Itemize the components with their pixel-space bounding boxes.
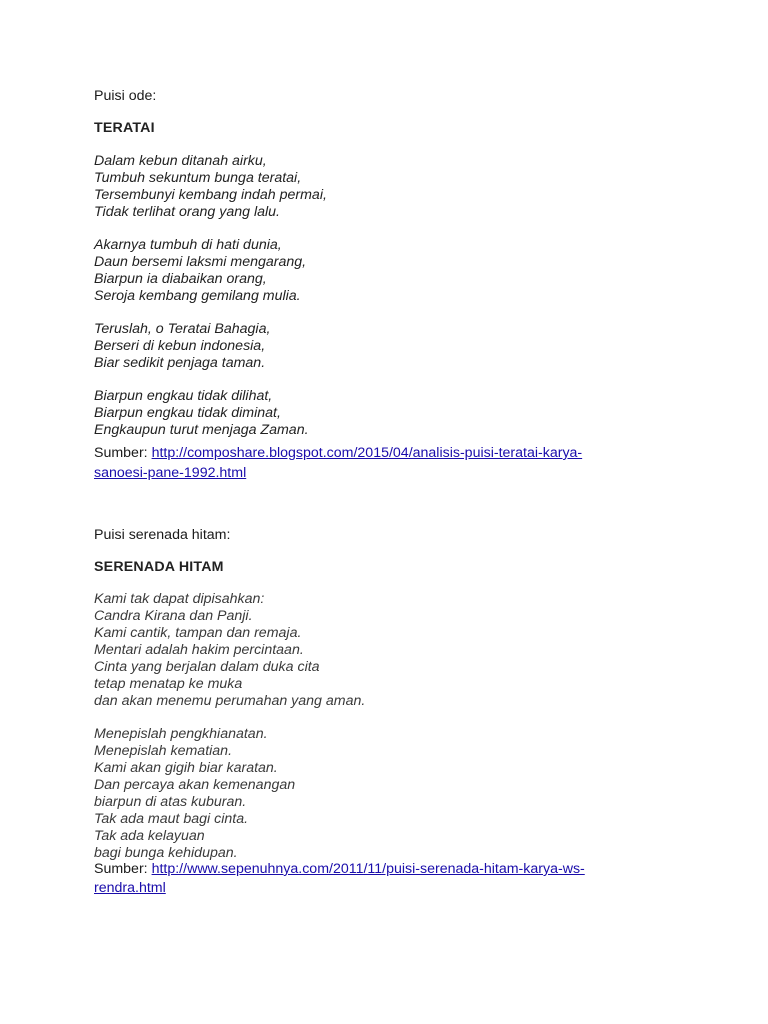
poem-line: Menepislah kematian. [94, 743, 233, 759]
poem-line: Candra Kirana dan Panji. [94, 608, 253, 624]
poem-line: Berseri di kebun indonesia, [94, 338, 266, 354]
source-link-teratai[interactable]: http://composhare.blogspot.com/2015/04/analisis-puisi-teratai-karya- [151, 445, 583, 461]
poem-line: tetap menatap ke muka [94, 676, 243, 692]
source-teratai-cont [94, 465, 246, 482]
poem-line: Biar sedikit penjaga taman. [94, 355, 266, 371]
poem-line: Biarpun engkau tidak dilihat, [94, 388, 273, 404]
source-link-teratai-cont[interactable]: sanoesi-pane-1992.html [94, 465, 247, 481]
poem-title-serenada-hitam: SERENADA HITAM [94, 559, 224, 575]
poem-line: Seroja kembang gemilang mulia. [94, 288, 301, 304]
source-label: Sumber: [94, 445, 148, 461]
poem-line: Kami akan gigih biar karatan. [94, 760, 278, 776]
poem-line: Cinta yang berjalan dalam duka cita [94, 659, 320, 675]
poem-line: Akarnya tumbuh di hati dunia, [94, 237, 282, 253]
poem-line: bagi bunga kehidupan. [94, 845, 238, 861]
poem-line: Mentari adalah hakim percintaan. [94, 642, 304, 658]
poem-line: Tak ada kelayuan [94, 828, 205, 844]
poem-line: Tersembunyi kembang indah permai, [94, 187, 327, 203]
poem-line: Dalam kebun ditanah airku, [94, 153, 267, 169]
poem-line: Kami tak dapat dipisahkan: [94, 591, 265, 607]
poem-line: Tak ada maut bagi cinta. [94, 811, 249, 827]
source-link-serenada-cont[interactable]: rendra.html [94, 880, 166, 896]
poem-title-teratai: TERATAI [94, 120, 155, 136]
poem-intro-ode: Puisi ode: [94, 88, 157, 104]
source-teratai [94, 445, 582, 462]
source-serenada [94, 861, 585, 878]
poem-line: dan akan menemu perumahan yang aman. [94, 693, 366, 709]
poem-line: Tidak terlihat orang yang lalu. [94, 204, 280, 220]
poem-line: Daun bersemi laksmi mengarang, [94, 254, 307, 270]
poem-line: Biarpun engkau tidak diminat, [94, 405, 281, 421]
source-serenada-cont [94, 880, 166, 897]
poem-line: Dan percaya akan kemenangan [94, 777, 296, 793]
poem-line: Teruslah, o Teratai Bahagia, [94, 321, 271, 337]
poem-line: Biarpun ia diabaikan orang, [94, 271, 267, 287]
source-link-serenada[interactable]: http://www.sepenuhnya.com/2011/11/puisi-serenada-hitam-karya-ws- [151, 861, 585, 877]
poem-line: biarpun di atas kuburan. [94, 794, 247, 810]
poem-line: Tumbuh sekuntum bunga teratai, [94, 170, 302, 186]
poem-intro-serenada: Puisi serenada hitam: [94, 527, 231, 543]
poem-line: Engkaupun turut menjaga Zaman. [94, 422, 309, 438]
poem-line: Menepislah pengkhianatan. [94, 726, 268, 742]
poem-line: Kami cantik, tampan dan remaja. [94, 625, 302, 641]
source-label: Sumber: [94, 861, 148, 877]
